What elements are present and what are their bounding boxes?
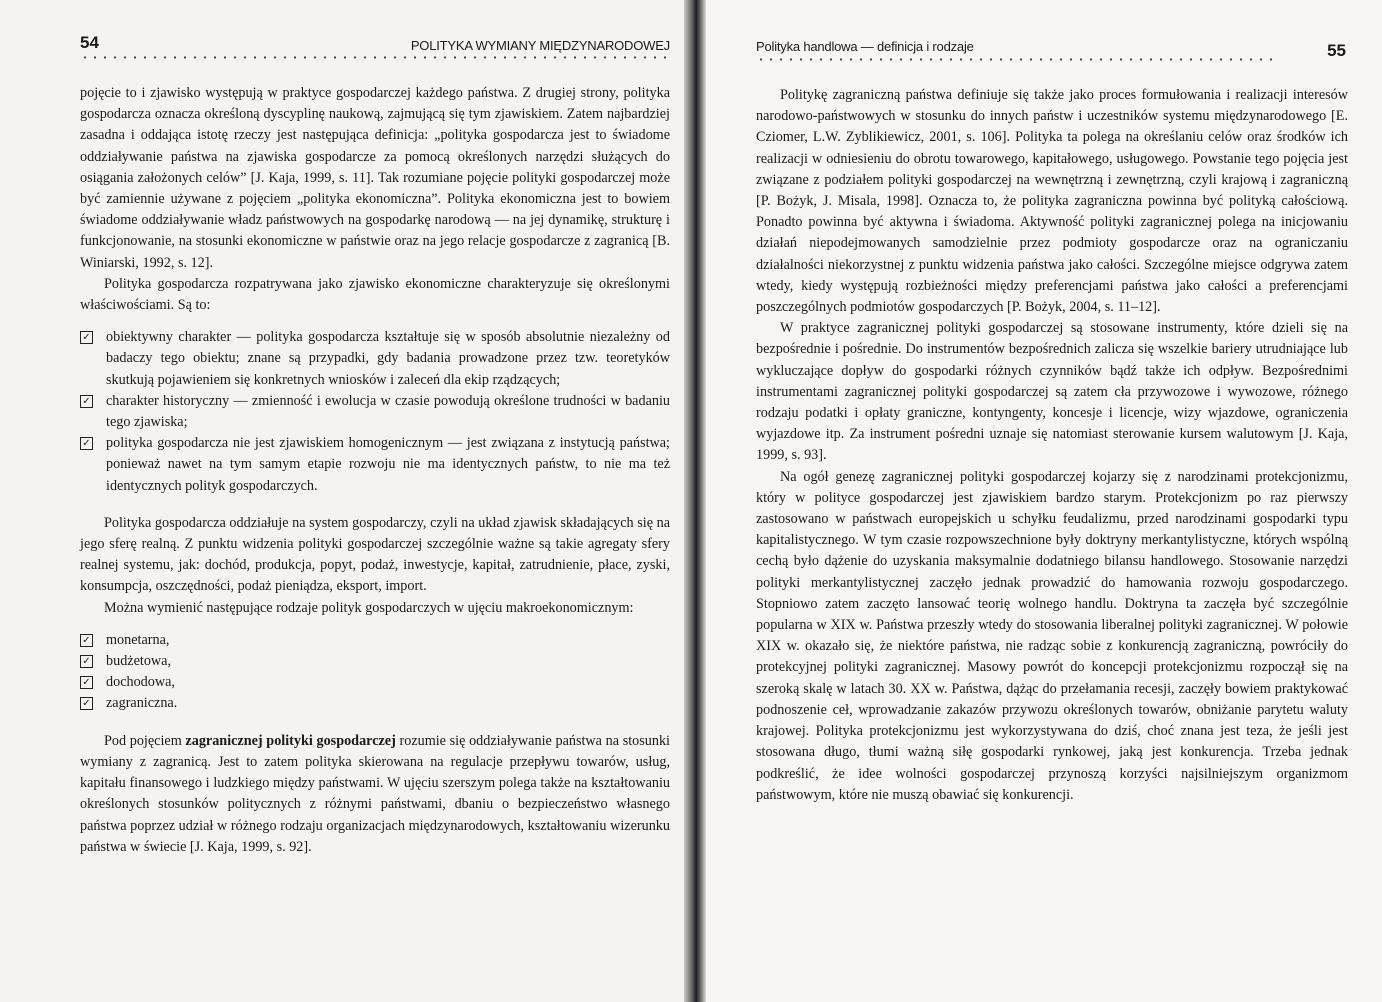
paragraph: Politykę zagraniczną państwa definiuje się także jako proces formułowania i realizacji interesów narodowo-państwowych w stosunku do innych państw i uczestników systemu międzynarodowego [E. Cziomer, L.W. Zyblikiewicz, 2001, s. 106]. Polityka ta polega na określaniu celów oraz środków ich realizacji w odniesieniu do obrotu towarowego, kapitałowego, usługowego. Powstanie tego pojęcia jest związane z podziałem polityki gospodarczej na wewnętrzną i zewnętrzną, czyli krajową i zagraniczną [P. Bożyk, J. Misala, 1998]. Oznacza to, że polityka zagraniczna powinna być polityką całościową. Ponadto powinna być aktywna i świadoma. Aktywność polityki zagranicznej polega na inicjowaniu działań niepodejmowanych samodzielnie przez podmioty gospodarcze oraz na ograniczaniu działalności niekorzystnej z punktu widzenia państwa jako całości. Szczególne miejsce odgrywa zatem wtedy, kiedy występują rozbieżności między preferencjami państwa jako całości a preferencjami poszczególnych podmiotów gospodarczych [P. Bożyk, 2004, s. 11–12].	[756, 87, 1348, 316]
checkbox-icon: ✓	[80, 331, 93, 344]
list-item: ✓ dochodowa,	[80, 672, 670, 693]
dotted-rule	[756, 58, 1276, 61]
checkbox-icon: ✓	[80, 437, 93, 450]
page-number: 55	[1327, 41, 1346, 60]
policy-types-list	[80, 630, 670, 715]
list-item: ✓ polityka gospodarcza nie jest zjawiskiem homogenicznym — jest związana z instytucją państwa; ponieważ nawet na tym samym etapie rozwoju nie ma identycznych państw, to nie ma też identycznych polityk gospodarczych.	[80, 433, 670, 497]
right-page	[694, 0, 1382, 1002]
features-list	[80, 327, 670, 497]
paragraph: Pod pojęciem zagranicznej polityki gospodarczej rozumie się oddziaływanie państwa na stosunki wymiany z zagranicą. Jest to zatem polityka skierowana na regulacje przepływu towarów, usług, kapitału finansowego i ludzkiego między państwami. W ujęciu szerszym polega także na kształtowaniu określonych stosunków politycznych z różnymi państwami, dbaniu o bezpieczeństwo własnego państwa poprzez udział w różnego rodzaju organizacjach międzynarodowych, kształtowaniu wizerunku państwa w świecie [J. Kaja, 1999, s. 92].	[80, 732, 670, 855]
list-item: ✓ zagraniczna.	[80, 693, 670, 714]
right-page-body	[756, 85, 1348, 806]
checkbox-icon: ✓	[80, 655, 93, 668]
paragraph: Polityka gospodarcza rozpatrywana jako zjawisko ekonomiczne charakteryzuje się określonymi właściwościami. Są to:	[80, 275, 670, 314]
checkbox-icon: ✓	[80, 697, 93, 710]
book-spine	[684, 0, 706, 1002]
paragraph: pojęcie to i zjawisko występują w praktyce gospodarczej każdego państwa. Z drugiej strony, polityka gospodarcza oznacza określoną dyscyplinę naukową, zajmującą się tym zjawiskiem. Zatem najbardziej zasadna i oddająca istotę rzeczy jest następująca definicja: „polityka gospodarcza jest to świadome oddziaływanie państwa na zjawiska gospodarcze za pomocą określonych narzędzi służących do osiągania założonych celów” [J. Kaja, 1999, s. 11]. Tak rozumiane pojęcie polityki gospodarczej może być zamiennie używane z pojęciem „polityka ekonomiczna”. Polityka ekonomiczna jest to bowiem świadome oddziaływanie władz państwowych na gospodarkę narodową — na jej dynamikę, strukturę i funkcjonowanie, na stosunki ekonomiczne w państwie oraz na jego relacje gospodarcze z zagranicą [B. Winiarski, 1992, s. 12].	[80, 85, 670, 271]
running-title: Polityka handlowa — definicja i rodzaje	[756, 39, 974, 54]
paragraph: Polityka gospodarcza oddziałuje na system gospodarczy, czyli na układ zjawisk składających się na jego sferę realną. Z punktu widzenia polityki gospodarczej szczególnie ważne są takie agregaty sfery realnej systemu, jak: dochód, produkcja, popyt, podaż, inwestycje, kapitał, zatrudnienie, płace, zyski, konsumpcja, oszczędności, podaż pieniądza, eksport, import.	[80, 514, 670, 595]
paragraph: Na ogół genezę zagranicznej polityki gospodarczej kojarzy się z narodzinami protekcjonizmu, który w polityce gospodarczej jest zjawiskiem bardzo starym. Protekcjonizm po raz pierwszy zastosowano w państwach europejskich u schyłku feudalizmu, przed narodzinami gospodarki typu kapitalistycznego. W tym czasie rozpowszechnione były doktryny merkantylistyczne, których wspólną cechą było dążenie do uzyskania maksymalnie dodatniego bilansu handlowego. Stosowanie narzędzi polityki merkantylistycznej zaczęło jednak prowadzić do hamowania rozwoju gospodarczego. Stopniowo zatem zaczęto lansować teorię wolnego handlu. Doktryna ta zaczęła być szczególnie popularna w XIX w. Państwa przeszły wtedy do stosowania liberalnej polityki zagranicznej. W połowie XIX w. okazało się, że niektóre państwa, nie radząc sobie z konkurencją zagraniczną, powróciły do protekcyjnej polityki zagranicznej. Masowy powrót do koncepcji protekcjonizmu rozpoczął się na szeroką skalę w latach 30. XX w. Państwa, dążąc do przełamania recesji, zaczęły bowiem praktykować podnoszenie ceł, wprowadzanie zakazów przywozu określonych towarów, obniżanie parytetu waluty krajowej. Polityka protekcjonizmu jest wykorzystywana do dziś, choć znana jest teza, że jeśli jest stosowana długo, tłumi ważną siłę gospodarki rynkowej, jaką jest konkurencja. Trzeba jednak podkreślić, że idee wolności gospodarczej przynoszą korzyści najsilniejszym organizmom państwowym, które nie muszą obawiać się konkurencji.	[756, 468, 1348, 803]
left-page	[0, 0, 690, 1002]
checkbox-icon: ✓	[80, 395, 93, 408]
left-page-body	[80, 83, 670, 858]
running-title: POLITYKA WYMIANY MIĘDZYNARODOWEJ	[410, 38, 670, 53]
dotted-rule	[80, 56, 670, 59]
list-item: ✓ monetarna,	[80, 630, 670, 651]
bold-term: zagranicznej polityki gospodarczej	[185, 732, 396, 749]
page-number: 54	[80, 33, 99, 52]
list-item: ✓ charakter historyczny — zmienność i ewolucja w czasie powodują określone trudności w badaniu tego zjawiska;	[80, 391, 670, 433]
list-item: ✓ budżetowa,	[80, 651, 670, 672]
paragraph: W praktyce zagranicznej polityki gospodarczej są stosowane instrumenty, które dzieli się na bezpośrednie i pośrednie. Do instrumentów bezpośrednich zalicza się wszelkie bariery utrudniające lub wykluczające dopływ do gospodarki różnych czynników bądź także ich odpływ. Bezpośrednimi instrumentami zagranicznej polityki gospodarczej są zatem cła przywozowe i wywozowe, różnego rodzaju podatki i opłaty graniczne, kontyngenty, koncesje i licencje, wizy wjazdowe, ograniczenia wyjazdowe itp. Za instrument pośredni uznaje się natomiast sterowanie kursem walutowym [J. Kaja, 1999, s. 93].	[756, 320, 1348, 464]
paragraph: Można wymienić następujące rodzaje polityk gospodarczych w ujęciu makroekonomicznym:	[104, 599, 634, 616]
list-item: ✓ obiektywny charakter — polityka gospodarcza kształtuje się w sposób absolutnie niezależny od badaczy tego obiektu; znane są przypadki, gdy badania prowadzone przez tzw. teoretyków skutkują pojawieniem się konkretnych wniosków i zaleceń dla ekip rządzących;	[80, 327, 670, 391]
checkbox-icon: ✓	[80, 634, 93, 647]
checkbox-icon: ✓	[80, 676, 93, 689]
